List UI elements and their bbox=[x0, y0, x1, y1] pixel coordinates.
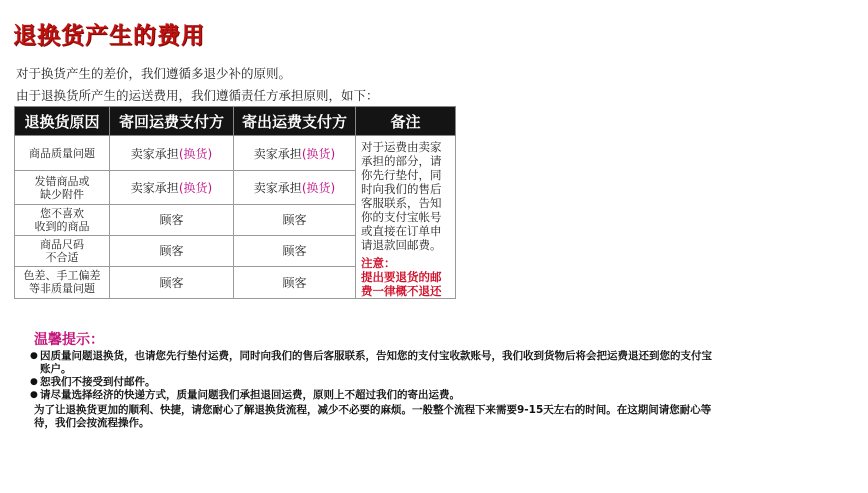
tip-text: 请尽量选择经济的快递方式，质量问题我们承担退回运费，原则上不超过我们的寄出运费。 bbox=[40, 389, 460, 401]
reason-line: 等非质量问题 bbox=[29, 282, 95, 296]
return-payer-cell bbox=[110, 136, 234, 171]
remarks-line: 承担的部分，请 bbox=[361, 154, 442, 168]
reason-text: 商品质量问题 bbox=[29, 146, 95, 160]
reason-line: 收到的商品 bbox=[34, 219, 90, 233]
reason-line: 发错商品或 bbox=[34, 174, 90, 188]
reason-cell bbox=[15, 266, 110, 298]
table-row bbox=[15, 136, 456, 171]
reason-cell bbox=[15, 235, 110, 266]
remarks-line: 对于运费由卖家 bbox=[361, 140, 442, 154]
send-payer-cell: 顾客 bbox=[234, 205, 356, 235]
reason-line: 您不喜欢 bbox=[40, 206, 84, 220]
remarks-line: 你的支付宝帐号 bbox=[361, 210, 442, 224]
payer-text: 卖家承担 bbox=[253, 146, 302, 161]
payer-text: 卖家承担 bbox=[130, 146, 179, 161]
return-payer-cell: 顾客 bbox=[110, 205, 234, 235]
header-reason: 退换货原因 bbox=[15, 107, 110, 136]
tip-text: 恕我们不接受到付邮件。 bbox=[40, 376, 156, 388]
return-payer-cell bbox=[110, 171, 234, 205]
bullet-icon: ● bbox=[30, 390, 38, 400]
remarks-cell bbox=[356, 136, 456, 299]
fee-table-header-row bbox=[15, 107, 456, 136]
attention-label: 注意： bbox=[361, 256, 396, 270]
tips-title: 温馨提示： bbox=[34, 332, 104, 348]
remarks-line: 请退款回邮费。 bbox=[361, 238, 442, 252]
remarks-line: 客服联系，告知 bbox=[361, 196, 442, 210]
tips-closing-text: 为了让退换货更加的顺利、快捷，请您耐心了解退换货流程，减少不必要的麻烦。一般整个流程下来需要9-15天左右的时间。在这期间请您耐心等待，我们会按流程操作。 bbox=[34, 404, 712, 429]
remarks-line: 时向我们的售后 bbox=[361, 182, 442, 196]
header-remarks: 备注 bbox=[356, 107, 456, 136]
return-payer-cell: 顾客 bbox=[110, 266, 234, 298]
send-payer-cell bbox=[234, 136, 356, 171]
exchange-note: (换货) bbox=[301, 181, 336, 196]
header-send-payer: 寄出运费支付方 bbox=[234, 107, 356, 136]
reason-line: 商品尺码 bbox=[40, 237, 84, 251]
page-title: 退换货产生的费用 bbox=[13, 23, 205, 49]
exchange-note: (换货) bbox=[178, 146, 213, 161]
payer-text: 卖家承担 bbox=[130, 181, 179, 196]
return-payer-cell: 顾客 bbox=[110, 235, 234, 266]
attention-line: 费一律概不退还 bbox=[361, 284, 442, 298]
bullet-icon: ● bbox=[30, 377, 38, 387]
intro-line-price-difference: 对于换货产生的差价，我们遵循多退少补的原则。 bbox=[16, 66, 292, 81]
exchange-note: (换货) bbox=[301, 146, 336, 161]
reason-line: 不合适 bbox=[45, 250, 79, 264]
tip-text: 因质量问题退换货，也请您先行垫付运费，同时向我们的售后客服联系，告知您的支付宝收款账号，我们收到货物后将会把运费退还到您的支付宝账户。 bbox=[40, 350, 712, 375]
intro-line-shipping-fee: 由于退换货所产生的运送费用，我们遵循责任方承担原则，如下： bbox=[16, 88, 379, 103]
send-payer-cell: 顾客 bbox=[234, 235, 356, 266]
tips-list bbox=[30, 350, 720, 430]
reason-line: 缺少附件 bbox=[40, 187, 84, 201]
header-return-payer: 寄回运费支付方 bbox=[110, 107, 234, 136]
reason-cell bbox=[15, 205, 110, 235]
fee-table bbox=[14, 106, 456, 299]
send-payer-cell: 顾客 bbox=[234, 266, 356, 298]
list-item bbox=[30, 389, 720, 402]
exchange-note: (换货) bbox=[178, 181, 213, 196]
remarks-line: 你先行垫付，同 bbox=[361, 168, 442, 182]
send-payer-cell bbox=[234, 171, 356, 205]
reason-cell bbox=[15, 136, 110, 171]
attention-line: 提出要退货的邮 bbox=[361, 270, 442, 284]
bullet-icon: ● bbox=[30, 351, 38, 361]
reason-line: 色差、手工偏差 bbox=[23, 269, 101, 283]
list-item bbox=[30, 376, 720, 389]
payer-text: 卖家承担 bbox=[253, 181, 302, 196]
remarks-line: 或直接在订单申 bbox=[361, 224, 442, 238]
list-item bbox=[30, 350, 720, 376]
reason-cell bbox=[15, 171, 110, 205]
